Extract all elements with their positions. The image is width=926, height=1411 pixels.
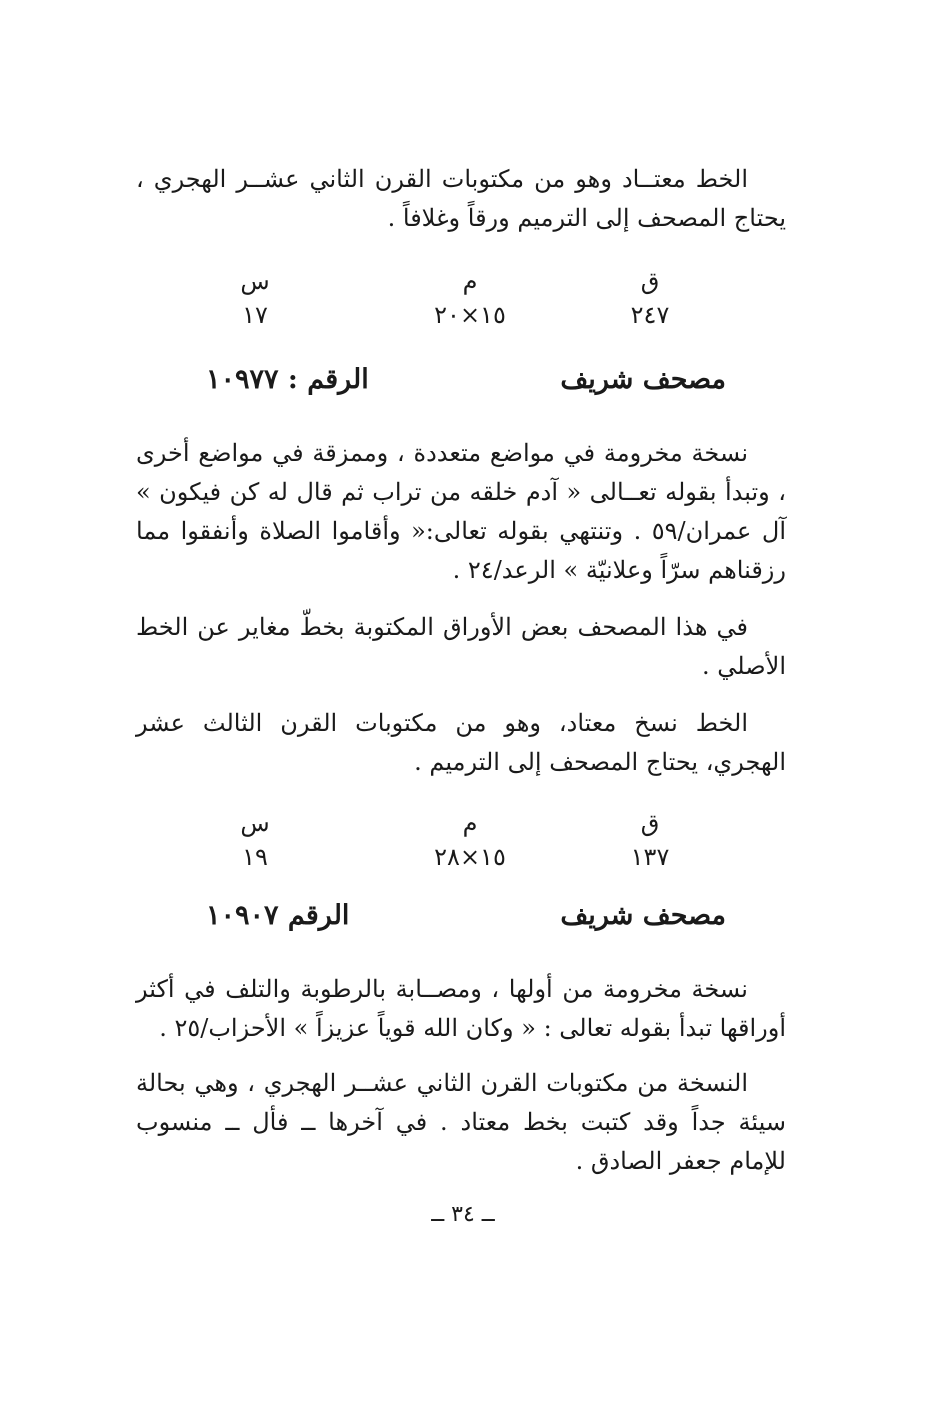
entry3-title: مصحف شريف — [560, 900, 726, 931]
measure-header-size: م — [462, 267, 478, 295]
entry2-paragraph-3: الخط نسخ معتاد، وهو من مكتوبات القرن الثالث عشر الهجري، يحتاج المصحف إلى الترميم . — [136, 709, 786, 776]
entry3-paragraph-1: نسخة مخرومة من أولها ، ومصــابة بالرطوبة والتلف في أكثر أوراقها تبدأ بقوله تعالى : « وكان الله قوياً عزيزاً » الأحزاب/٢٥ . — [136, 975, 786, 1042]
measure-header-lines: س — [240, 267, 270, 295]
entry2-measure-col-size — [410, 806, 530, 874]
entry2-paragraph-2: في هذا المصحف بعض الأوراق المكتوبة بخطّ مغاير عن الخط الأصلي . — [136, 613, 786, 680]
entry2-text-3 — [136, 704, 786, 782]
measure-value-size: ١٥×٢٠ — [434, 301, 506, 329]
entry2-text-2 — [136, 608, 786, 686]
entry2-paragraph-1: نسخة مخرومة في مواضع متعددة ، وممزقة في مواضع أخرى ، وتبدأ بقوله تعــالى « آدم خلقه من تراب ثم قال له كن فيكون » آل عمران/٥٩ . وتنتهي بقوله تعالى:« وأقاموا الصلاة وأنفقوا مما رزقناهم سرّاً وعلانيّة » الرعد/٢٤ . — [136, 439, 787, 584]
measure-header-pages: ق — [640, 267, 660, 295]
entry2-measure-header-size: م — [462, 809, 478, 837]
measure-value-lines: ١٧ — [242, 301, 268, 329]
measure-value-pages: ٢٤٧ — [630, 301, 670, 329]
entry3-text-2 — [136, 1064, 786, 1181]
entry3-text-1 — [136, 970, 786, 1048]
entry2-measure-header-pages: ق — [640, 809, 660, 837]
measure-col-size — [410, 264, 530, 332]
entry2-title: مصحف شريف — [560, 364, 726, 395]
measure-col-lines — [195, 264, 315, 332]
section1-paragraph-1: الخط معتــاد وهو من مكتوبات القرن الثاني عشــر الهجري ، يحتاج المصحف إلى الترميم ورقاً وغلافاً . — [136, 165, 786, 232]
page-number: ــ ٣٤ ــ — [431, 1202, 495, 1227]
entry2-measure-value-lines: ١٩ — [242, 843, 268, 871]
entry2-text-1 — [136, 434, 786, 590]
entry2-measurements — [190, 806, 710, 876]
entry3-heading — [166, 900, 786, 940]
entry2-measure-value-pages: ١٣٧ — [630, 843, 670, 871]
entry3-number: الرقم ١٠٩٠٧ — [206, 900, 350, 931]
entry2-number: الرقم : ١٠٩٧٧ — [206, 364, 369, 395]
entry2-heading — [166, 364, 786, 404]
section1-text — [136, 160, 786, 238]
entry2-measure-value-size: ١٥×٢٨ — [434, 843, 506, 871]
entry2-measure-col-lines — [195, 806, 315, 874]
entry2-measure-header-lines: س — [240, 809, 270, 837]
entry3-paragraph-2: النسخة من مكتوبات القرن الثاني عشــر الهجري ، وهي بحالة سيئة جداً وقد كتبت بخط معتاد . في آخرها ــ فأل ــ منسوب للإمام جعفر الصادق . — [136, 1069, 786, 1175]
section1-measurements — [190, 264, 710, 334]
entry2-measure-col-pages — [590, 806, 710, 874]
measure-col-pages — [590, 264, 710, 332]
